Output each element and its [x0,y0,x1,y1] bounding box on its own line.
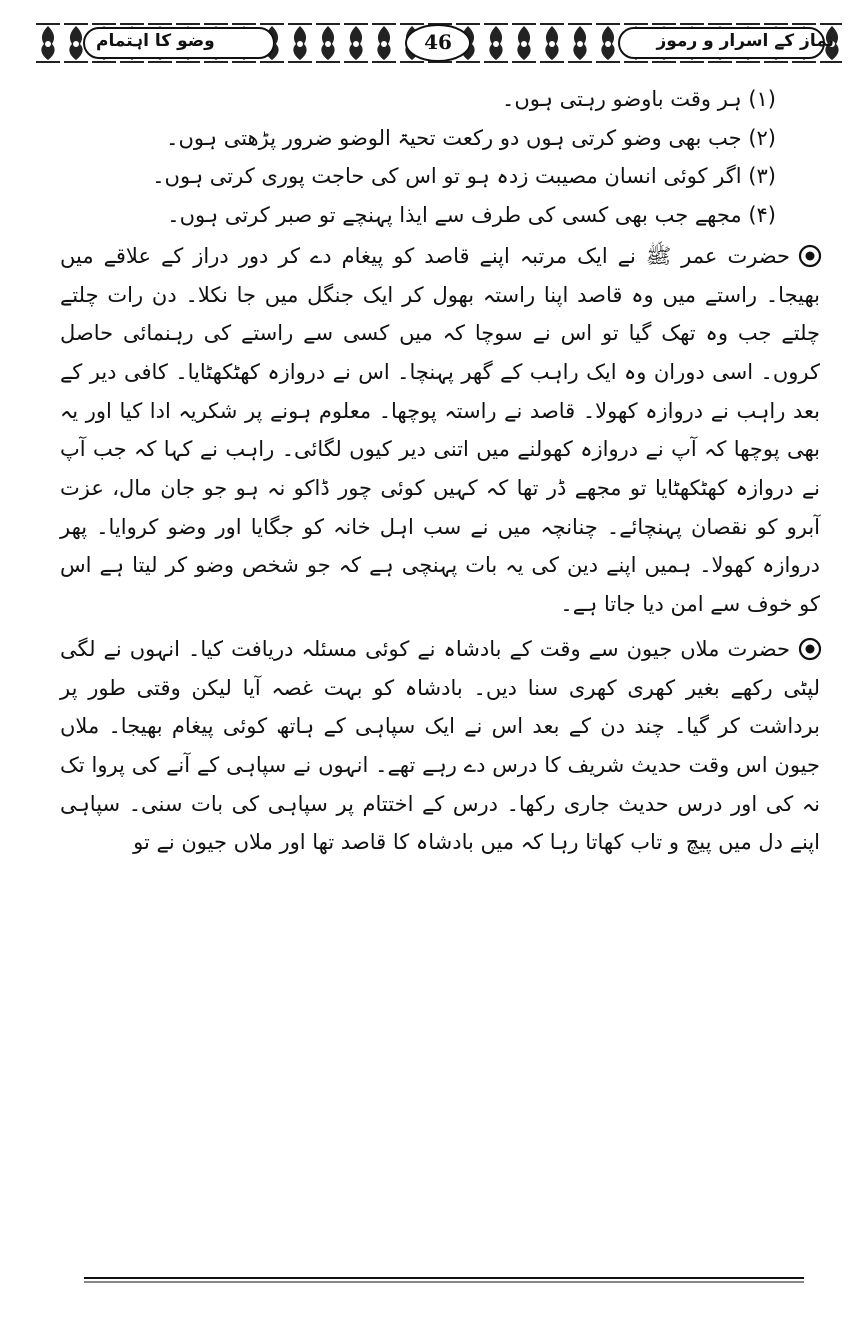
list-item: (۱) ہر وقت باوضو رہتی ہوں۔ [502,87,776,111]
bullet-circle-icon [798,244,822,268]
list-item: (۴) مجھے جب بھی کسی کی طرف سے ایذا پہنچے تو صبر کرتی ہوں۔ [167,203,776,228]
book-title: نماز کے اسرار و رموز [656,31,834,51]
list-item: (۲) جب بھی وضو کرتی ہوں دو رکعت تحیۃ الوضو ضرور پڑھتی ہوں۔ [166,125,776,150]
paragraph: حضرت ملاں جیون سے وقت کے بادشاہ نے کوئی مسئلہ دریافت کیا۔ انہوں نے لگی لپٹی رکھے بغیر کھری کھری سنا دیں۔ بادشاہ کو بہت غصہ آیا لیکن وقتی طور پر برداشت کر گیا۔ چند دن کے بعد اس نے ایک سپاہی کے ہاتھ کوئی پیغام بھیجا۔ ملاں جیون اس وقت حدیث شریف کا درس دے رہے تھے۔ انہوں نے سپاہی کے آنے کی پروا تک نہ کی اور درس حدیث جاری رکھا۔ درس کے اختتام پر سپاہی کی بات سنی۔ سپاہی اپنے دل میں پیچ و تاب کھاتا رہا کہ میں بادشاہ کا قاصد تھا اور ملاں جیون نے تو [60,636,820,855]
list-item: (۳) اگر کوئی انسان مصیبت زدہ ہو تو اس کی حاجت پوری کرتی ہوں۔ [152,164,776,189]
paragraph-block [60,237,820,624]
page-number: 46 [424,30,452,54]
bullet-circle-icon [798,637,822,661]
page-header [34,18,842,68]
page-body [60,80,820,862]
paragraph-block [60,630,820,862]
paragraph: حضرت عمر ﷺ نے ایک مرتبہ اپنے قاصد کو پیغام دے کر دور دراز کے علاقے میں بھیجا۔ راستے میں وہ قاصد اپنا راستہ بھول کر ایک جنگل میں جا نکلا۔ دن رات چلتے چلتے جب وہ تھک گیا تو اس نے سوچا کہ میں کسی سے راستے کی رہنمائی حاصل کروں۔ اسی دوران وہ ایک راہب کے گھر پہنچا۔ اس نے دروازہ کھٹکھٹایا۔ کافی دیر کے بعد راہب نے دروازہ کھولا۔ قاصد نے راستہ پوچھا۔ معلوم ہونے پر شکریہ ادا کیا اور یہ بھی پوچھا کہ آپ نے دروازہ کھولنے میں اتنی دیر کیوں لگائی۔ راہب نے کہا کہ جب آپ نے دروازہ کھٹکھٹایا تو مجھے ڈر تھا کہ کہیں کوئی چور ڈاکو نہ ہو جو جان مال، عزت آبرو کو نقصان پہنچائے۔ چنانچہ میں نے سب اہل خانہ کو جگایا اور وضو کروایا۔ پھر دروازہ کھولا۔ ہمیں اپنے دین کی یہ بات پہنچی ہے کہ جو شخص وضو کر لیتا ہے اس کو خوف سے امن دیا جاتا ہے۔ [60,243,820,617]
chapter-title: وضو کا اہتمام [96,31,215,51]
footer-divider [84,1276,804,1284]
